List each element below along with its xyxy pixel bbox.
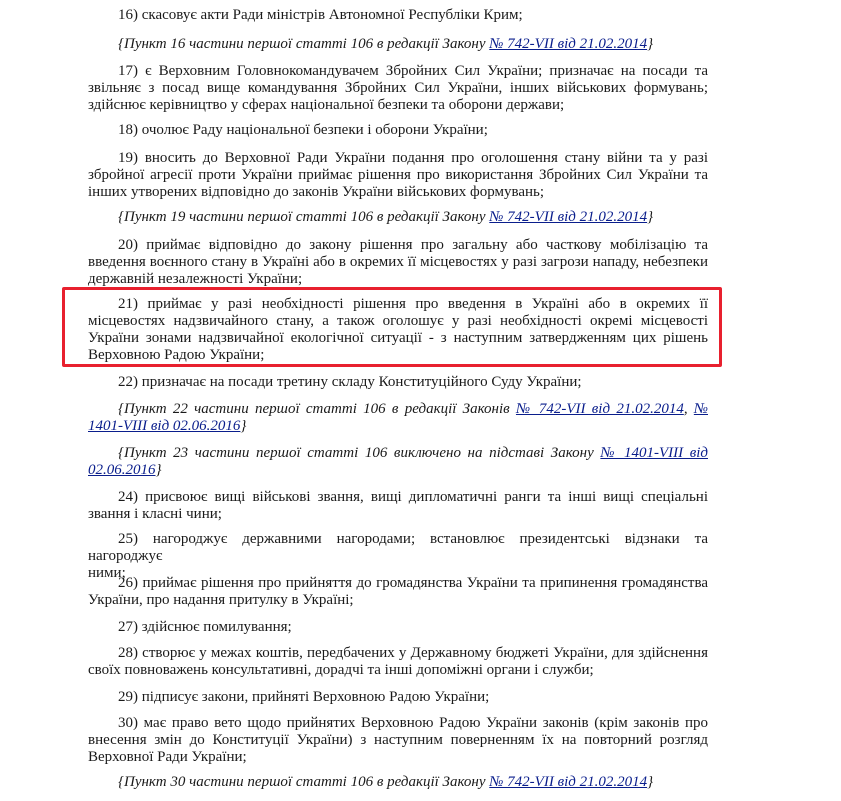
note-line (88, 774, 708, 791)
paragraph-line: державній незалежності України; (88, 271, 303, 287)
law-link[interactable]: № 1401-VIII від (600, 445, 708, 461)
note-line (88, 418, 708, 435)
paragraph-line: 18) очолює Раду національної безпеки і оборони України; (118, 122, 488, 138)
note-line (88, 445, 708, 462)
note-text: {Пункт 23 частини першої статті 106 виключено на підставі Закону (118, 445, 601, 461)
editorial-note (88, 774, 708, 791)
article-paragraph (88, 619, 708, 636)
article-paragraph (88, 575, 708, 609)
editorial-note (88, 445, 708, 479)
note-text: } (647, 209, 654, 225)
note-line (88, 401, 708, 418)
note-line (88, 462, 708, 479)
note-text: } (155, 462, 162, 478)
article-paragraph (88, 150, 708, 201)
article-paragraph (88, 7, 708, 24)
paragraph-line: 30) має право вето щодо прийнятих Верховною Радою України законів (крім законів про (118, 715, 708, 731)
paragraph-line: 21) приймає у разі необхідності рішення про введення в Україні або в окремих її (118, 296, 708, 312)
paragraph-line: Верховної Ради України; (88, 749, 247, 765)
article-paragraph (88, 296, 708, 364)
paragraph-line: Верховною Радою України; (88, 347, 265, 363)
paragraph-line: здійснює керівництво у сферах національної безпеки та оборони держави; (88, 97, 565, 113)
article-paragraph (88, 374, 708, 391)
article-paragraph (88, 63, 708, 114)
paragraph-line: введення воєнного стану в Україні або в окремих її місцевостях у разі загрози нападу, небезпеки (88, 254, 708, 270)
note-text: {Пункт 19 частини першої статті 106 в редакції Закону (118, 209, 490, 225)
paragraph-line: 20) приймає відповідно до закону рішення про загальну або часткову мобілізацію та (118, 237, 708, 253)
note-text: } (647, 36, 654, 52)
law-link[interactable]: № 742-VII від 21.02.2014 (515, 401, 684, 417)
paragraph-line: внесення змін до Конституції України) з наступним поверненням їх на повторний розгляд (88, 732, 708, 748)
editorial-note (88, 209, 708, 226)
paragraph-line: України, про надання притулку в Україні; (88, 592, 354, 608)
article-paragraph (88, 689, 708, 706)
article-paragraph (88, 237, 708, 288)
paragraph-line: ними; (88, 565, 126, 581)
paragraph-line: України зонами надзвичайної екологічної ситуації - з наступним затвердженням цих рішень (88, 330, 708, 346)
editorial-note (88, 36, 708, 53)
paragraph-line: своїх повноважень консультативні, дорадчі та інші допоміжні органи і служби; (88, 662, 594, 678)
paragraph-line: 16) скасовує акти Ради міністрів Автономної Республіки Крим; (118, 7, 523, 23)
paragraph-line: 26) приймає рішення про прийняття до громадянства України та припинення громадянства (118, 575, 708, 591)
law-link[interactable]: 1401-VIII від 02.06.2016 (88, 418, 241, 434)
note-line (88, 209, 708, 226)
paragraph-line: 22) призначає на посади третину складу Конституційного Суду України; (118, 374, 582, 390)
note-text: } (647, 774, 654, 790)
editorial-note (88, 401, 708, 435)
paragraph-line: 28) створює у межах коштів, передбачених у Державному бюджеті України, для здійснення (118, 645, 708, 661)
paragraph-line: збройної агресії проти України приймає рішення про використання Збройних Сил України та (88, 167, 708, 183)
paragraph-line: інших утворених відповідно до законів України військових формувань; (88, 184, 545, 200)
article-paragraph (88, 715, 708, 766)
paragraph-line: місцевостях надзвичайного стану, а також оголошує у разі необхідності окремі місцевості (88, 313, 708, 329)
note-text: {Пункт 30 частини першої статті 106 в редакції Закону (118, 774, 490, 790)
paragraph-line: 24) присвоює вищі військові звання, вищі дипломатичні ранги та інші вищі спеціальні (118, 489, 708, 505)
law-link[interactable]: № 742-VII від 21.02.2014 (489, 36, 648, 52)
law-link[interactable]: № 742-VII від 21.02.2014 (489, 774, 648, 790)
paragraph-line: 17) є Верховним Головнокомандувачем Збройних Сил України; призначає на посади та (118, 63, 708, 79)
law-link[interactable]: 02.06.2016 (88, 462, 156, 478)
note-text: } (240, 418, 247, 434)
paragraph-line: звання і класні чини; (88, 506, 222, 522)
paragraph-line: 19) вносить до Верховної Ради України подання про оголошення стану війни та у разі (118, 150, 708, 166)
paragraph-line: 25) нагороджує державними нагородами; встановлює президентські відзнаки та нагороджує (88, 531, 708, 564)
note-line (88, 36, 708, 53)
paragraph-line: 27) здійснює помилування; (118, 619, 292, 635)
law-link[interactable]: № 742-VII від 21.02.2014 (489, 209, 648, 225)
paragraph-line: звільняє з посад вище командування Збройних Сил України, інших військових формувань; (88, 80, 708, 96)
paragraph-line: 29) підписує закони, прийняті Верховною Радою України; (118, 689, 490, 705)
note-text: {Пункт 22 частини першої статті 106 в редакції Законів (118, 401, 516, 417)
note-text: , (683, 401, 694, 417)
article-paragraph (88, 489, 708, 523)
note-text: {Пункт 16 частини першої статті 106 в редакції Закону (118, 36, 490, 52)
article-paragraph (88, 122, 708, 139)
article-paragraph (88, 645, 708, 679)
law-link[interactable]: № (693, 401, 708, 417)
